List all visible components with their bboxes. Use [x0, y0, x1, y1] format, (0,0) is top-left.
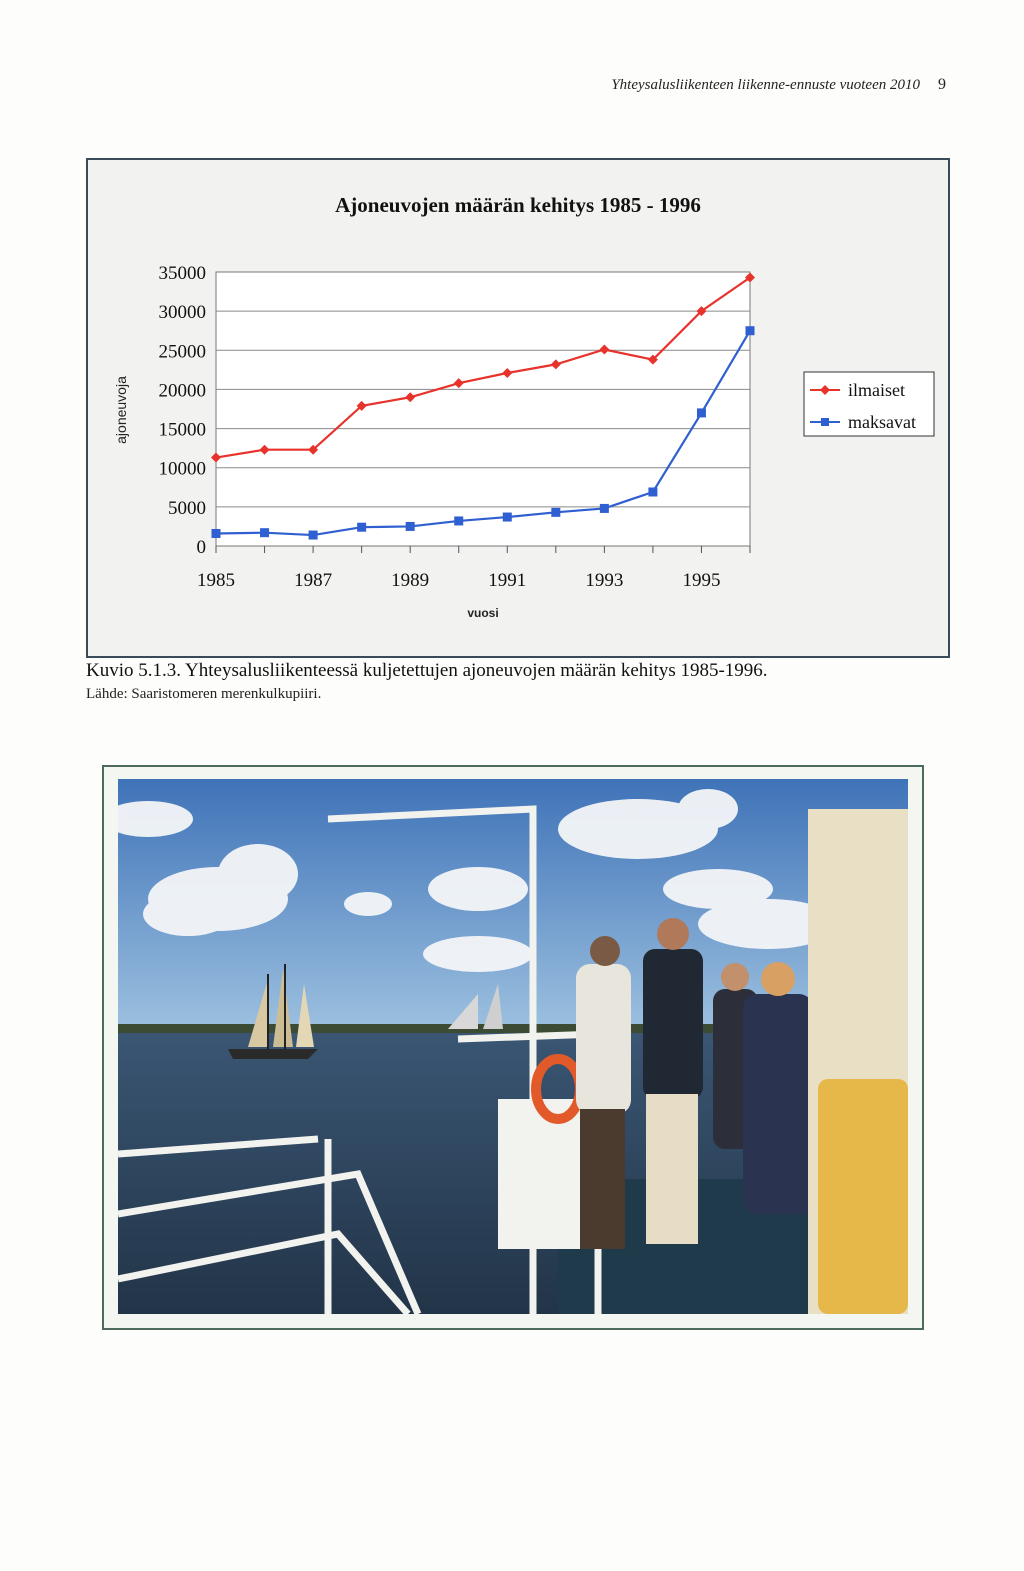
- chart-frame: [86, 158, 950, 658]
- plot-area: [216, 272, 750, 546]
- data-point-maksavat: [406, 522, 415, 531]
- y-tick-label: 15000: [158, 419, 206, 441]
- legend-label-ilmaiset: ilmaiset: [848, 380, 905, 400]
- line-chart: [88, 160, 948, 656]
- data-point-maksavat: [309, 531, 318, 540]
- figure-source: Lähde: Saaristomeren merenkulkupiiri.: [86, 686, 322, 702]
- y-tick-label: 0: [196, 537, 206, 558]
- data-point-maksavat: [746, 326, 755, 335]
- y-tick-label: 35000: [158, 263, 206, 284]
- figure-caption: Kuvio 5.1.3. Yhteysalusliikenteessä kuljetettujen ajoneuvojen määrän kehitys 1985-1996.: [86, 660, 768, 681]
- y-tick-label: 5000: [168, 497, 206, 519]
- data-point-maksavat: [648, 487, 657, 496]
- legend-label-maksavat: maksavat: [848, 412, 916, 432]
- y-tick-label: 10000: [158, 458, 206, 480]
- data-point-maksavat: [551, 508, 560, 517]
- data-point-maksavat: [212, 529, 221, 538]
- y-tick-labels: [159, 263, 207, 558]
- y-tick-label: 20000: [158, 380, 206, 402]
- x-tick-label: 1993: [585, 570, 624, 591]
- y-tick-label: 30000: [158, 302, 206, 324]
- data-point-maksavat: [454, 516, 463, 525]
- running-title: Yhteysalusliikenteen liikenne-ennuste vuoteen 2010: [611, 77, 920, 93]
- x-tick-label: 1991: [488, 570, 527, 591]
- data-point-maksavat: [260, 528, 269, 537]
- data-point-maksavat: [357, 523, 366, 532]
- legend-marker-maksavat: [821, 418, 829, 426]
- y-axis-label: ajoneuvoja: [113, 376, 129, 444]
- yellow-bollard: [818, 1079, 908, 1314]
- y-tick-label: 25000: [158, 341, 206, 363]
- photo-frame: [102, 765, 924, 1330]
- x-tick-label: 1995: [682, 570, 721, 591]
- legend: [804, 372, 934, 436]
- x-tick-label: 1985: [197, 570, 235, 591]
- chart-title: Ajoneuvojen määrän kehitys 1985 - 1996: [335, 193, 701, 217]
- page-number: 9: [938, 76, 946, 93]
- ferry-deck-photo: [118, 779, 908, 1314]
- passengers: [576, 918, 813, 1249]
- x-tick-label: 1987: [294, 570, 333, 591]
- data-point-maksavat: [697, 408, 706, 417]
- x-tick-label: 1989: [391, 570, 430, 591]
- running-header: [500, 76, 946, 94]
- data-point-maksavat: [600, 504, 609, 513]
- data-point-maksavat: [503, 513, 512, 522]
- x-axis-label: vuosi: [467, 606, 499, 620]
- x-tick-labels: [197, 546, 750, 591]
